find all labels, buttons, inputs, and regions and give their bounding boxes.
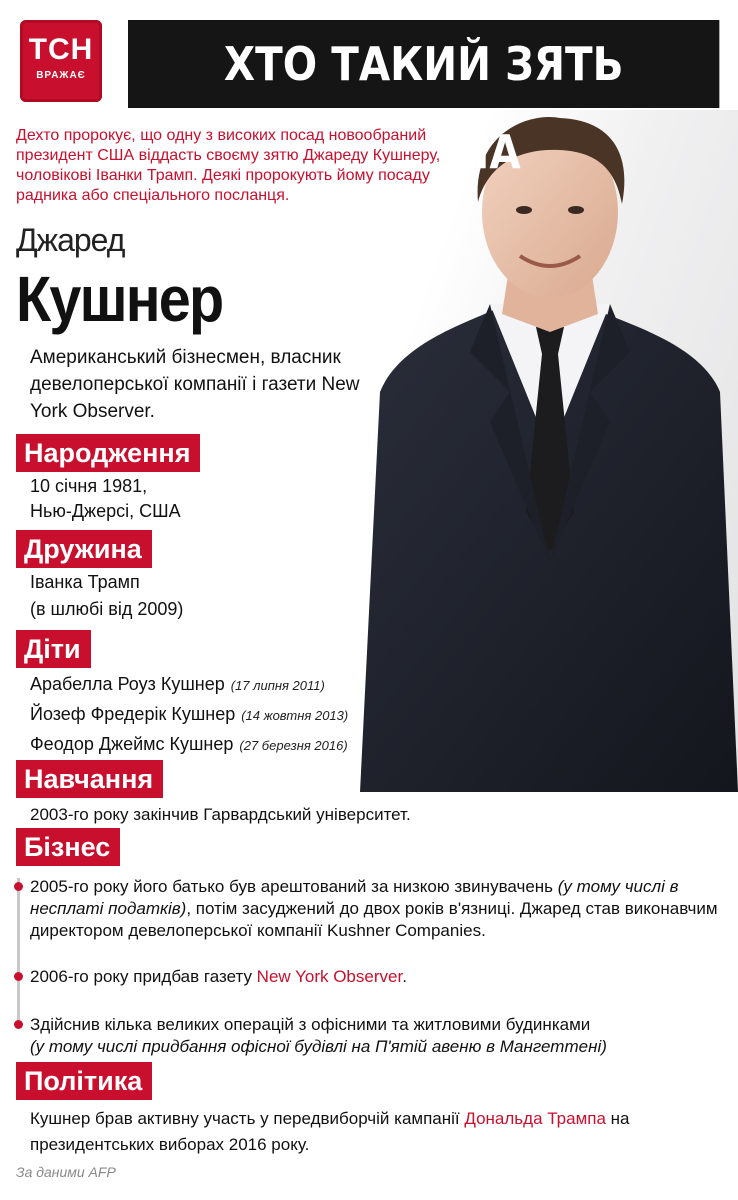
trump-name: Дональда Трампа bbox=[464, 1109, 606, 1128]
birth-date: 10 січня 1981, bbox=[30, 476, 148, 496]
child-name: Феодор Джеймс Кушнер bbox=[30, 734, 234, 754]
source-note: За даними AFP bbox=[16, 1164, 116, 1180]
child-birthdate: (17 липня 2011) bbox=[230, 678, 325, 693]
child-item bbox=[30, 732, 348, 758]
business-item bbox=[30, 876, 730, 942]
business-item-text: Здійснив кілька великих операцій з офісними та житловими будинками bbox=[30, 1015, 591, 1034]
page-title: ХТО ТАКИЙ ЗЯТЬ ТРАМПА bbox=[128, 20, 719, 108]
child-birthdate: (27 березня 2016) bbox=[239, 738, 348, 753]
child-item bbox=[30, 672, 325, 698]
person-description: Американський бізнесмен, власник девелоперської компанії і газети New York Observer. bbox=[30, 347, 360, 422]
business-item-text: 2005-го року його батько був арештований за низкою звинувачень bbox=[30, 877, 558, 896]
education-text: 2003-го року закінчив Гарвардський університет. bbox=[30, 805, 411, 824]
logo-subtitle: ВРАЖАЄ bbox=[36, 70, 86, 81]
politics-text-part: Кушнер брав активну участь у передвиборчій кампанії bbox=[30, 1109, 465, 1128]
section-label-politics: Політика bbox=[16, 1062, 152, 1100]
birth-place: Нью-Джерсі, США bbox=[30, 501, 181, 521]
timeline-dot bbox=[14, 972, 23, 981]
business-item-note: (у тому числі в несплаті податків) bbox=[30, 877, 679, 918]
business-item-note: (у тому числі придбання офісної будівлі на П'ятій авеню в Мангеттені) bbox=[30, 1037, 607, 1056]
business-item-text: , потім засуджений до двох років в'язниці. Джаред став виконавчим директором девелоперської компанії Kushner Companies. bbox=[30, 899, 718, 940]
child-name: Арабелла Роуз Кушнер bbox=[30, 674, 225, 694]
person-last-name: Кушнер bbox=[16, 263, 223, 335]
timeline-dot bbox=[14, 882, 23, 891]
person-first-name: Джаред bbox=[16, 222, 125, 258]
wife-name: Іванка Трамп bbox=[30, 572, 140, 592]
business-item bbox=[30, 966, 730, 988]
tsn-logo bbox=[20, 20, 102, 102]
business-item bbox=[30, 1014, 730, 1058]
business-item-text: . bbox=[402, 967, 407, 986]
business-timeline bbox=[17, 878, 20, 1028]
child-birthdate: (14 жовтня 2013) bbox=[241, 708, 349, 723]
newspaper-name: New York Observer bbox=[256, 967, 403, 986]
politics-text-part: на президентських виборах 2016 року. bbox=[30, 1109, 630, 1154]
child-item bbox=[30, 702, 348, 728]
section-label-education: Навчання bbox=[16, 760, 163, 798]
logo-text: ТСН bbox=[28, 33, 94, 66]
intro-text: Дехто пророкує, що одну з високих посад новообраний президент США віддасть своєму зятю Джареду Кушнеру, чоловікові Іванки Трамп. Деякі пророкують йому посаду радника або спеціального посланця. bbox=[16, 127, 441, 204]
politics-text bbox=[30, 1106, 730, 1158]
section-label-birth: Народження bbox=[16, 434, 200, 472]
child-name: Йозеф Фредерік Кушнер bbox=[30, 704, 236, 724]
section-label-children: Діти bbox=[16, 630, 91, 668]
business-item-text: 2006-го року придбав газету bbox=[30, 967, 257, 986]
section-label-wife: Дружина bbox=[16, 530, 152, 568]
section-label-business: Бізнес bbox=[16, 828, 120, 866]
wife-married: (в шлюбі від 2009) bbox=[30, 599, 184, 619]
timeline-dot bbox=[14, 1020, 23, 1029]
